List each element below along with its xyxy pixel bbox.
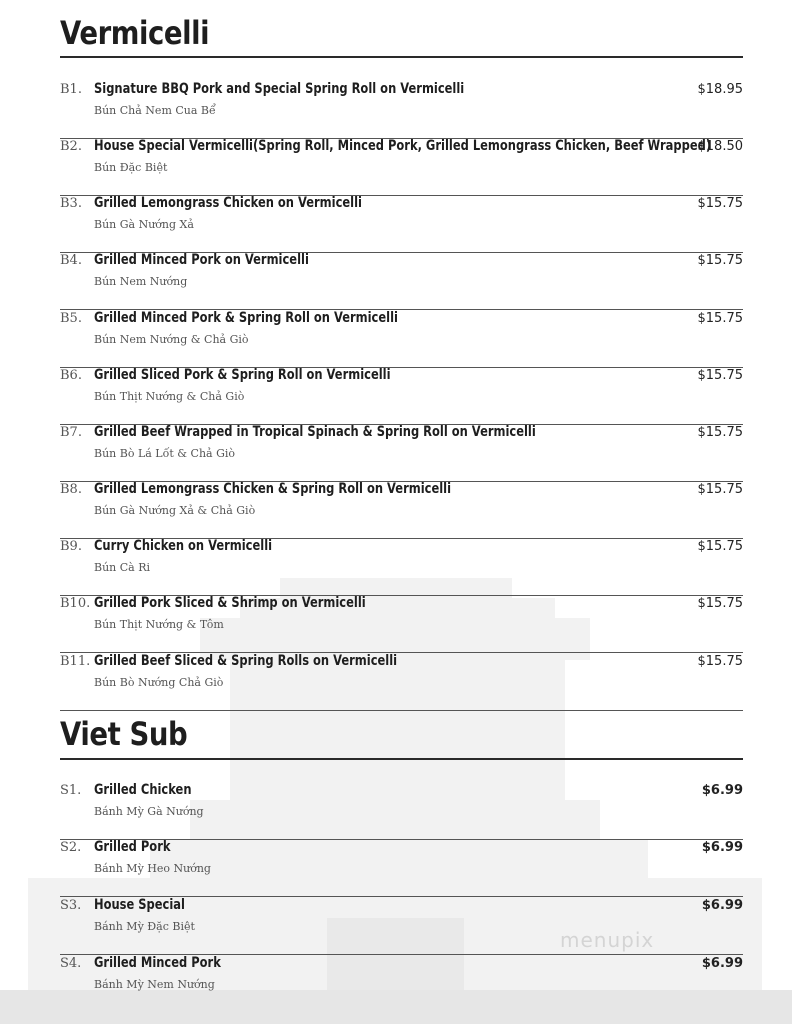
menu-item — [60, 253, 743, 310]
item-name: Grilled Sliced Pork & Spring Roll on Vermicelli — [94, 367, 391, 383]
item-name: Curry Chicken on Vermicelli — [94, 538, 273, 554]
item-code: S1. — [60, 783, 82, 798]
section-rule-viet-sub — [60, 758, 743, 760]
item-code: B1. — [60, 82, 82, 97]
menu-item — [60, 898, 743, 955]
item-subtitle: Bánh Mỳ Gà Nướng — [94, 805, 204, 818]
menu-item — [60, 139, 743, 196]
item-price: $15.75 — [697, 482, 743, 497]
item-name: Grilled Minced Pork & Spring Roll on Vermicelli — [94, 310, 398, 326]
item-name: Signature BBQ Pork and Special Spring Roll on Vermicelli — [94, 81, 465, 97]
section-rule-vermicelli — [60, 56, 743, 58]
menu-item — [60, 783, 743, 840]
item-code: B4. — [60, 253, 82, 268]
item-price: $15.75 — [697, 539, 743, 554]
item-code: B8. — [60, 482, 82, 497]
menu-item — [60, 654, 743, 711]
item-code: S4. — [60, 956, 82, 971]
item-subtitle: Bún Chả Nem Cua Bể — [94, 104, 216, 117]
item-name: Grilled Minced Pork on Vermicelli — [94, 252, 309, 268]
item-name: Grilled Beef Wrapped in Tropical Spinach & Spring Roll on Vermicelli — [94, 424, 536, 440]
item-subtitle: Bánh Mỳ Đặc Biệt — [94, 920, 195, 933]
section-title-vermicelli: Vermicelli — [60, 14, 210, 52]
item-name: Grilled Lemongrass Chicken on Vermicelli — [94, 195, 362, 211]
item-code: B7. — [60, 425, 82, 440]
item-name: House Special Vermicelli(Spring Roll, Minced Pork, Grilled Lemongrass Chicken, Beef Wrapped) — [94, 138, 712, 154]
item-subtitle: Bún Thịt Nướng & Tôm — [94, 618, 224, 631]
menu-item — [60, 425, 743, 482]
menu-item — [60, 539, 743, 596]
menu-item — [60, 956, 743, 996]
menu-item — [60, 82, 743, 139]
item-name: Grilled Pork — [94, 839, 171, 855]
item-price: $6.99 — [701, 783, 743, 798]
item-price: $15.75 — [697, 425, 743, 440]
menu-item — [60, 596, 743, 653]
item-subtitle: Bún Nem Nướng — [94, 275, 188, 288]
item-code: S2. — [60, 840, 82, 855]
item-code: B2. — [60, 139, 82, 154]
item-code: B9. — [60, 539, 82, 554]
item-price: $15.75 — [697, 596, 743, 611]
item-price: $15.75 — [697, 253, 743, 268]
menu-item — [60, 368, 743, 425]
item-price: $6.99 — [701, 956, 743, 971]
item-subtitle: Bún Gà Nướng Xả & Chả Giò — [94, 504, 256, 517]
watermark-text: menupix — [560, 928, 655, 952]
item-code: B10. — [60, 596, 91, 611]
menu-item — [60, 196, 743, 253]
item-name: Grilled Beef Sliced & Spring Rolls on Vermicelli — [94, 653, 398, 669]
item-subtitle: Bún Đặc Biệt — [94, 161, 168, 174]
item-price: $15.75 — [697, 196, 743, 211]
item-price: $18.95 — [697, 82, 743, 97]
item-subtitle: Bún Bò Lá Lốt & Chả Giò — [94, 447, 236, 460]
item-subtitle: Bún Bò Nướng Chả Giò — [94, 676, 224, 689]
menu-item — [60, 482, 743, 539]
item-subtitle: Bún Cà Ri — [94, 561, 151, 574]
item-name: House Special — [94, 897, 185, 913]
menu-item — [60, 311, 743, 368]
item-price: $15.75 — [697, 368, 743, 383]
item-subtitle: Bún Thịt Nướng & Chả Giò — [94, 390, 245, 403]
item-code: B11. — [60, 654, 91, 669]
item-subtitle: Bánh Mỳ Heo Nướng — [94, 862, 211, 875]
item-code: S3. — [60, 898, 82, 913]
item-code: B3. — [60, 196, 82, 211]
item-subtitle: Bánh Mỳ Nem Nướng — [94, 978, 215, 991]
item-name: Grilled Chicken — [94, 782, 192, 798]
item-name: Grilled Minced Pork — [94, 955, 221, 971]
item-price: $6.99 — [701, 840, 743, 855]
item-code: B6. — [60, 368, 82, 383]
item-price: $18.50 — [697, 139, 743, 154]
item-name: Grilled Lemongrass Chicken & Spring Roll on Vermicelli — [94, 481, 452, 497]
item-code: B5. — [60, 311, 82, 326]
item-price: $6.99 — [701, 898, 743, 913]
item-name: Grilled Pork Sliced & Shrimp on Vermicelli — [94, 595, 366, 611]
menu-item — [60, 840, 743, 897]
section-title-viet-sub: Viet Sub — [60, 715, 188, 753]
item-price: $15.75 — [697, 654, 743, 669]
item-subtitle: Bún Nem Nướng & Chả Giò — [94, 333, 249, 346]
item-price: $15.75 — [697, 311, 743, 326]
item-subtitle: Bún Gà Nướng Xả — [94, 218, 194, 231]
